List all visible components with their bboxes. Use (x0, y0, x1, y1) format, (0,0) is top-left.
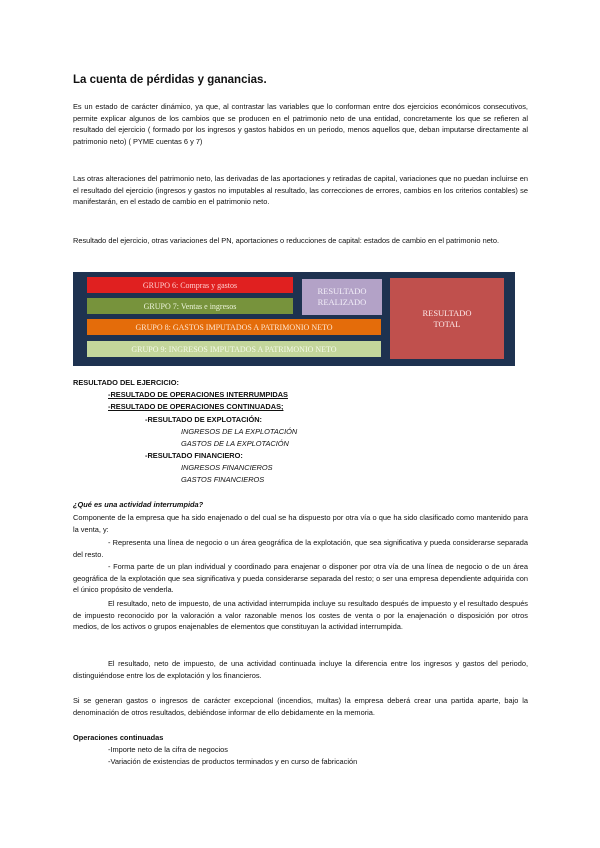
excepcional-paragraph: Si se generan gastos o ingresos de carácter excepcional (incendios, multas) la empresa deberá crear una partida aparte, bajo la denominación de otros resultados, debiéndose informar de ello debidamente en la memoria. (73, 696, 528, 717)
total-label-2: TOTAL (433, 318, 461, 329)
question-heading: ¿Qué es una actividad interrumpida? (73, 500, 204, 509)
outline-interrumpidas: -RESULTADO DE OPERACIONES INTERRUMPIDAS (108, 390, 288, 399)
realizado-label-1: RESULTADO (317, 286, 367, 296)
groups-diagram (73, 272, 515, 366)
question-paragraph-5: El resultado, neto de impuesto, de una actividad continuada incluye la diferencia entre los ingresos y gastos del periodo, distinguiéndose entre los de explotación y los financieros. (73, 659, 528, 680)
resultado-realizado-box (302, 279, 382, 315)
question-paragraph-1: Componente de la empresa que ha sido enajenado o del cual se ha dispuesto por otra vía o que ha sido clasificado como mantenido para la venta, y: (73, 513, 528, 534)
group-9-bar: GRUPO 9: INGRESOS IMPUTADOS A PATRIMONIO NETO (87, 341, 381, 357)
question-paragraph-3: - Forma parte de un plan individual y coordinado para enajenar o disponer por otra vía de una línea de negocio o de un área geográfica de la explotación que sea significativa y pueda considerarse separada del resto; o ser una empresa dependiente adquirida con el único propósito de venderla. (73, 562, 528, 595)
operaciones-item-1: -Importe neto de la cifra de negocios (108, 745, 228, 754)
operaciones-item-2: -Variación de existencias de productos terminados y en curso de fabricación (108, 757, 358, 766)
operaciones-heading: Operaciones continuadas (73, 733, 164, 742)
outline-heading: RESULTADO DEL EJERCICIO: (73, 378, 179, 387)
summary-paragraph: Resultado del ejercicio, otras variaciones del PN, aportaciones o reducciones de capital: estados de cambio en el patrimonio neto. (73, 236, 500, 245)
outline-gastos-financieros: GASTOS FINANCIEROS (181, 475, 265, 484)
outline-financiero: -RESULTADO FINANCIERO: (145, 451, 243, 460)
group-6-bar: GRUPO 6: Compras y gastos (87, 277, 293, 293)
page-title: La cuenta de pérdidas y ganancias. (73, 74, 267, 86)
question-paragraph-4: El resultado, neto de impuesto, de una actividad interrumpida incluye su resultado después de impuesto y el resultado después de impuesto reconocido por la valoración a valor razonable menos los costes de venta o por la enajenación o disposición por otros medios, de los activos o grupos enajenables de elementos que constituyan la actividad interrumpida. (73, 599, 528, 632)
resultado-total-box (390, 278, 504, 359)
outline-continuadas: -RESULTADO DE OPERACIONES CONTINUADAS; (108, 402, 284, 411)
group-8-bar: GRUPO 8: GASTOS IMPUTADOS A PATRIMONIO NETO (87, 319, 381, 335)
group-7-bar: GRUPO 7: Ventas e ingresos (87, 298, 293, 314)
outline-explotacion: -RESULTADO DE EXPLOTACIÓN: (145, 415, 263, 424)
total-label-1: RESULTADO (422, 307, 472, 318)
alterations-paragraph: Las otras alteraciones del patrimonio neto, las derivadas de las aportaciones y retiradas de capital, variaciones que no puedan incluirse en el resultado del ejercicio (ingresos y gastos no imputables al resultado, las correcciones de errores, cambios en los criterios contables) se manifestarán, en el estado de cambio en el patrimonio neto. (73, 174, 528, 207)
intro-paragraph: Es un estado de carácter dinámico, ya que, al contrastar las variables que lo conforman entre dos ejercicios económicos consecutivos, permite explicar algunos de los cambios que se producen en el patrimonio neto de una entidad, concretamente los que se refieren al resultado del ejercicio ( formado por los ingresos y gastos habidos en un periodo, menos aquellos que, deban imputarse directamente al patrimonio neto) ( PYME cuentas 6 y 7) (73, 102, 528, 147)
outline-ingresos-financieros: INGRESOS FINANCIEROS (181, 463, 273, 472)
outline-gastos-explotacion: GASTOS DE LA EXPLOTACIÓN (181, 439, 289, 448)
question-paragraph-2: - Representa una línea de negocio o un área geográfica de la explotación, que sea significativa y pueda considerarse separada del resto. (73, 538, 528, 559)
outline-ingresos-explotacion: INGRESOS DE LA EXPLOTACIÓN (181, 427, 298, 436)
realizado-label-2: REALIZADO (317, 297, 367, 307)
